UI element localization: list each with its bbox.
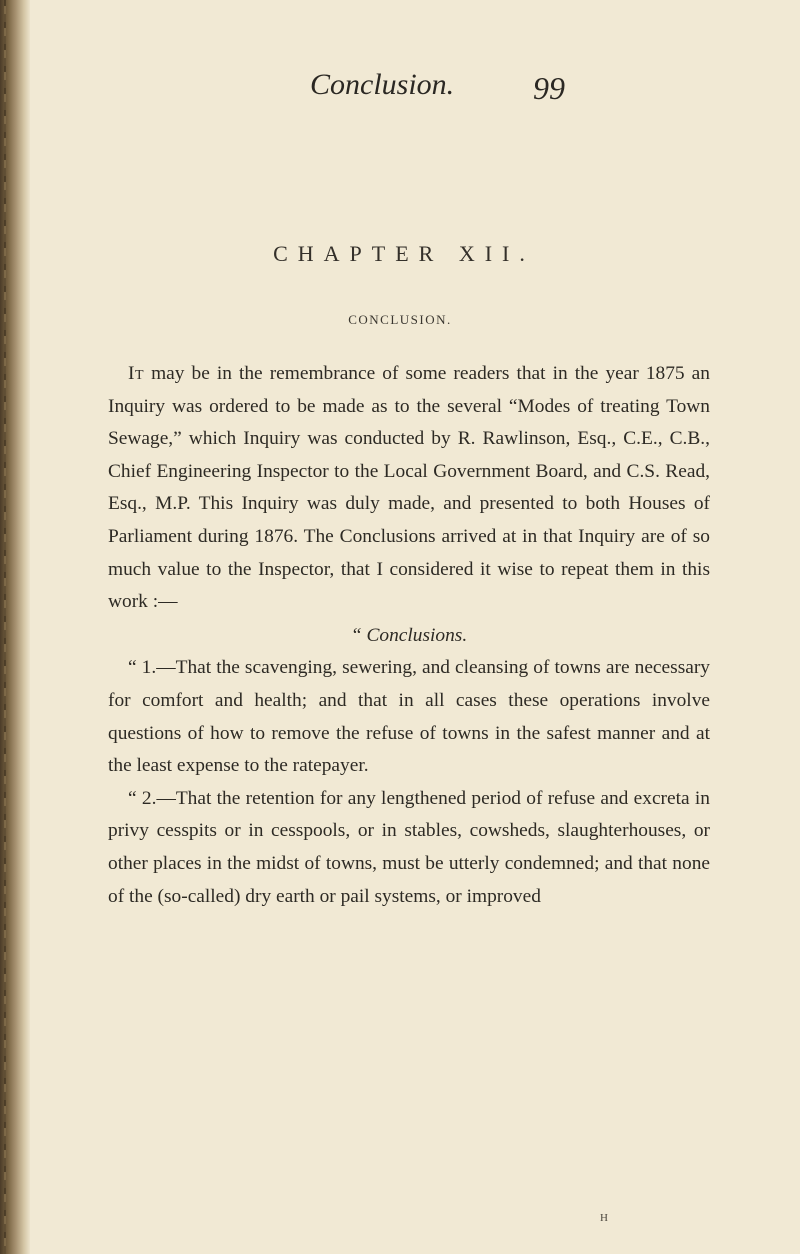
conclusion-item-1: “ 1.—That the scavenging, sewering, and cleansing of towns are necessary for comfort and health; and that in all cases these operations involve questions of how to remove the refuse of towns in the safest manner and at the least expense to the ratepayer. bbox=[108, 657, 710, 777]
conclusions-title: “ Conclusions. bbox=[350, 624, 468, 646]
body-text bbox=[108, 358, 710, 913]
intro-paragraph bbox=[108, 358, 710, 619]
intro-paragraph-text: may be in the remembrance of some readers that in the year 1875 an Inquiry was ordered to be made as to the several “Modes of treating Town Sewage,” which Inquiry was conducted by R. Rawlinson, Esq., C.E., C.B., Chief Engineering Inspector to the Local Government Board, and C.S. Read, Esq., M.P. This Inquiry was duly made, and presented to both Houses of Parliament during 1876. The Conclusions arrived at in that Inquiry are of so much value to the Inspector, that I considered it wise to repeat them in this work :— bbox=[108, 363, 710, 613]
chapter-subheading: CONCLUSION. bbox=[348, 312, 452, 327]
signature-mark: H bbox=[600, 1212, 608, 1224]
chapter-heading: CHAPTER XII. bbox=[273, 241, 535, 266]
conclusion-item-2: “ 2.—That the retention for any lengthened period of refuse and excreta in privy cesspits or in cesspools, or in stables, cowsheds, slaughterhouses, or other places in the midst of towns, must be utterly condemned; and that none of the (so-called) dry earth or pail systems, or improved bbox=[108, 787, 710, 907]
intro-lead-word: It bbox=[128, 363, 145, 384]
page-number: 99 bbox=[533, 70, 565, 106]
running-head: Conclusion. bbox=[310, 68, 455, 101]
